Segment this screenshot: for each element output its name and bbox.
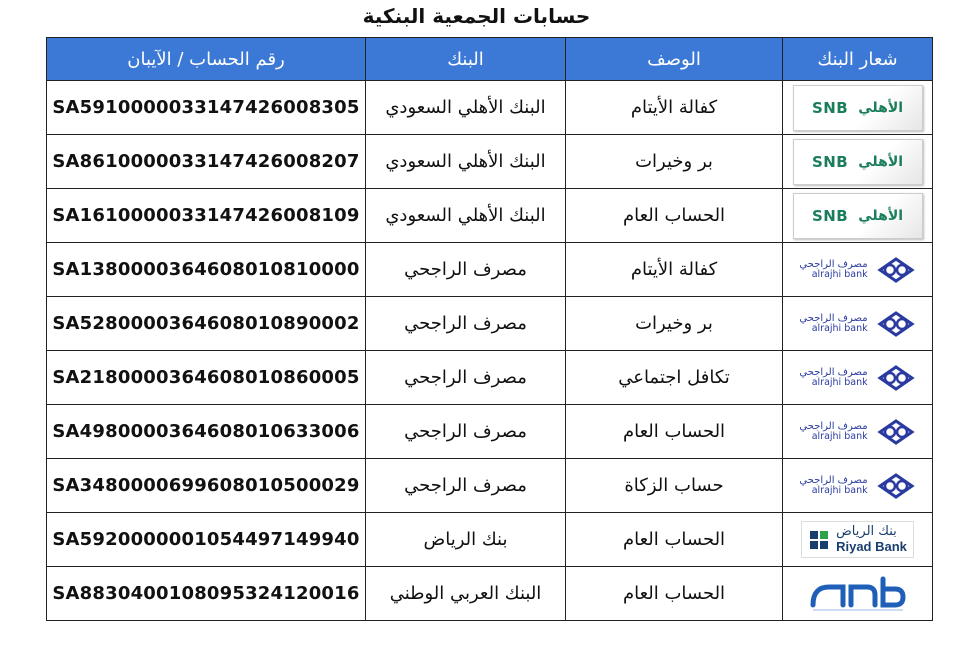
bank-name-cell: مصرف الراجحي <box>366 405 566 459</box>
page-title: حسابات الجمعية البنكية <box>362 4 591 28</box>
table-row <box>47 351 933 405</box>
header-bank: البنك <box>366 38 566 81</box>
description-cell: الحساب العام <box>566 405 783 459</box>
anb-logo <box>783 567 932 620</box>
bank-name-cell: البنك الأهلي السعودي <box>366 189 566 243</box>
table-row <box>47 297 933 351</box>
alrajhi-logo <box>783 351 932 404</box>
iban-cell[interactable]: SA3480000699608010500029 <box>47 459 366 513</box>
header-logo: شعار البنك <box>783 38 933 81</box>
bank-logo-cell <box>783 567 933 621</box>
iban-cell[interactable]: SA8610000033147426008207 <box>47 135 366 189</box>
snb-logo-arabic: الأهلي <box>858 153 904 170</box>
table-row <box>47 243 933 297</box>
alrajhi-emblem-icon <box>876 365 916 391</box>
table-row <box>47 405 933 459</box>
bank-name-cell: بنك الرياض <box>366 513 566 567</box>
iban-cell[interactable]: SA4980000364608010633006 <box>47 405 366 459</box>
bank-name-cell: مصرف الراجحي <box>366 297 566 351</box>
riyad-bank-logo-arabic: بنك الرياض <box>836 524 897 540</box>
bank-name-cell: البنك الأهلي السعودي <box>366 135 566 189</box>
iban-cell[interactable]: SA1380000364608010810000 <box>47 243 366 297</box>
bank-accounts-table <box>46 37 933 621</box>
alrajhi-logo-latin: alrajhi bank <box>811 268 868 280</box>
bank-logo-cell <box>783 135 933 189</box>
alrajhi-logo <box>783 405 932 458</box>
alrajhi-logo-latin: alrajhi bank <box>811 322 868 334</box>
alrajhi-logo-latin: alrajhi bank <box>811 484 868 496</box>
snb-logo-latin: SNB <box>811 98 849 117</box>
description-cell: كفالة الأيتام <box>566 243 783 297</box>
table-row <box>47 459 933 513</box>
description-cell: كفالة الأيتام <box>566 81 783 135</box>
table-header-row <box>47 38 933 81</box>
iban-cell[interactable]: SA1610000033147426008109 <box>47 189 366 243</box>
iban-cell[interactable]: SA5910000033147426008305 <box>47 81 366 135</box>
snb-logo <box>783 189 932 242</box>
alrajhi-emblem-icon <box>876 257 916 283</box>
iban-cell[interactable]: SA2180000364608010860005 <box>47 351 366 405</box>
bank-logo-cell <box>783 351 933 405</box>
riyad-bank-emblem-icon <box>808 529 830 551</box>
alrajhi-logo <box>783 297 932 350</box>
bank-logo-cell <box>783 297 933 351</box>
description-cell: الحساب العام <box>566 189 783 243</box>
bank-name-cell: البنك الأهلي السعودي <box>366 81 566 135</box>
bank-name-cell: مصرف الراجحي <box>366 351 566 405</box>
alrajhi-logo-arabic: مصرف الراجحي <box>799 474 868 486</box>
description-cell: بر وخيرات <box>566 297 783 351</box>
snb-logo-latin: SNB <box>811 152 849 171</box>
riyad-bank-logo-latin: Riyad Bank <box>836 538 907 554</box>
description-cell: الحساب العام <box>566 567 783 621</box>
snb-logo-latin: SNB <box>811 206 849 225</box>
iban-cell[interactable]: SA8830400108095324120016 <box>47 567 366 621</box>
iban-cell[interactable]: SA5280000364608010890002 <box>47 297 366 351</box>
bank-logo-cell <box>783 81 933 135</box>
table-row <box>47 513 933 567</box>
alrajhi-logo-latin: alrajhi bank <box>811 376 868 388</box>
snb-logo-arabic: الأهلي <box>858 207 904 224</box>
bank-name-cell: مصرف الراجحي <box>366 459 566 513</box>
bank-logo-cell <box>783 459 933 513</box>
table-row <box>47 189 933 243</box>
description-cell: بر وخيرات <box>566 135 783 189</box>
snb-logo <box>783 81 932 134</box>
snb-logo-arabic: الأهلي <box>858 99 904 116</box>
riyad-bank-logo <box>783 513 932 566</box>
header-description: الوصف <box>566 38 783 81</box>
alrajhi-logo <box>783 243 932 296</box>
anb-wordmark-icon <box>803 575 913 613</box>
alrajhi-emblem-icon <box>876 311 916 337</box>
bank-logo-cell <box>783 243 933 297</box>
description-cell: حساب الزكاة <box>566 459 783 513</box>
alrajhi-logo-latin: alrajhi bank <box>811 430 868 442</box>
table-row <box>47 81 933 135</box>
snb-logo <box>783 135 932 188</box>
description-cell: تكافل اجتماعي <box>566 351 783 405</box>
bank-name-cell: البنك العربي الوطني <box>366 567 566 621</box>
bank-logo-cell <box>783 189 933 243</box>
table-row <box>47 567 933 621</box>
alrajhi-logo <box>783 459 932 512</box>
bank-logo-cell <box>783 405 933 459</box>
alrajhi-logo-arabic: مصرف الراجحي <box>799 258 868 270</box>
alrajhi-logo-arabic: مصرف الراجحي <box>799 312 868 324</box>
alrajhi-logo-arabic: مصرف الراجحي <box>799 420 868 432</box>
table-row <box>47 135 933 189</box>
bank-logo-cell <box>783 513 933 567</box>
alrajhi-emblem-icon <box>876 473 916 499</box>
alrajhi-emblem-icon <box>876 419 916 445</box>
iban-cell[interactable]: SA5920000001054497149940 <box>47 513 366 567</box>
alrajhi-logo-arabic: مصرف الراجحي <box>799 366 868 378</box>
header-iban: رقم الحساب / الآيبان <box>47 38 366 81</box>
bank-name-cell: مصرف الراجحي <box>366 243 566 297</box>
description-cell: الحساب العام <box>566 513 783 567</box>
